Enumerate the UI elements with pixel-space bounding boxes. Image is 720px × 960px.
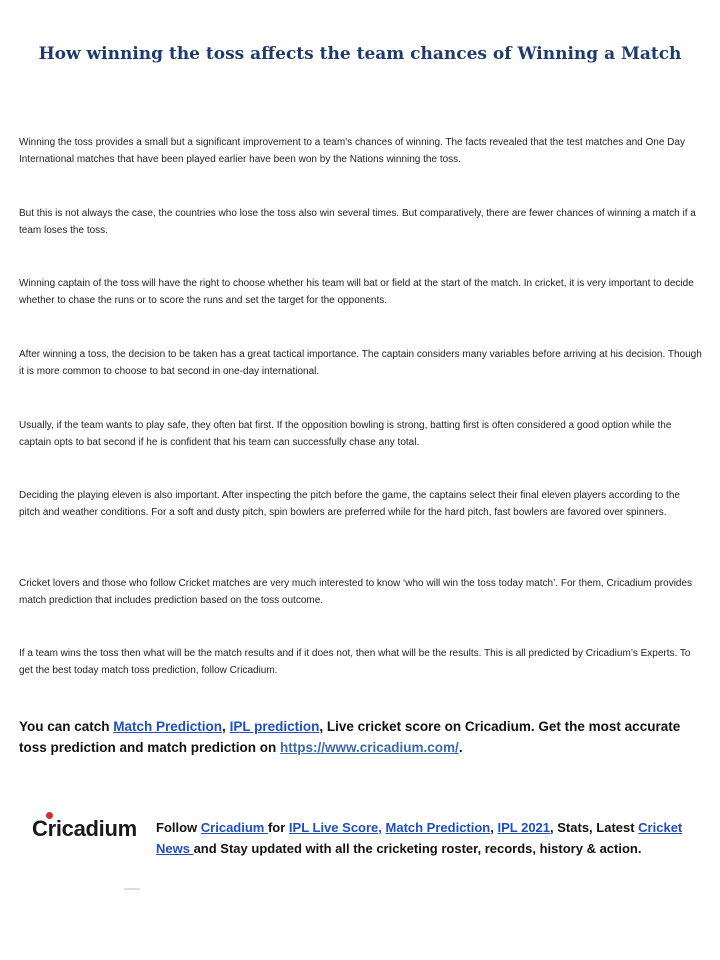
paragraph-7: Cricket lovers and those who follow Cricket matches are very much interested to know ‘who will win the toss today match’. For them, Cricadium provides match prediction that includes prediction based on the toss outcome. [19,578,693,606]
follow-text-2: for [267,820,289,835]
divider [124,888,140,890]
ipl-prediction-link[interactable]: IPL prediction [229,719,320,734]
paragraph-6: Deciding the playing eleven is also important. After inspecting the pitch before the game, the captains select their final eleven players according to the pitch and weather conditions. For a soft and dusty pitch, spin bowlers are preferred while for the hard pitch, fast bowlers are favored over spinners. [19,490,680,518]
follow-text-1: Follow [156,820,201,835]
page-title: How winning the toss affects the team chances of Winning a Match [38,44,682,64]
cricadium-logo [32,812,144,852]
follow-text-4: , [490,820,498,835]
paragraph-3: Winning captain of the toss will have the right to choose whether his team will bat or field at the start of the match. In cricket, it is very important to decide whether to chase the runs or to score the runs and set the target for the opponents. [19,278,694,306]
ipl-live-score-link[interactable]: IPL Live Score, [288,820,382,835]
logo-text: Cricadium [32,816,137,841]
paragraph-2: But this is not always the case, the countries who lose the toss also win several times. But comparatively, there are fewer chances of winning a match if a team loses the toss. [19,208,696,236]
paragraph-4: After winning a toss, the decision to be taken has a great tactical importance. The captain considers many variables before arriving at his decision. Though it is more common to choose to bat second in one-day international. [19,349,702,377]
cta-separator: , [222,719,230,734]
paragraph-5: Usually, if the team wants to play safe, they often bat first. If the opposition bowling is strong, batting first is often considered a good option while the captain opts to bat second if he is confident that his team can successfully chase any total. [19,420,672,448]
cta-end-text: . [458,740,463,755]
cta-middle-text: , Live cricket score on Cricadium. Get the most accurate toss prediction and match prediction on [19,719,681,755]
cricadium-link[interactable]: Cricadium [200,820,268,835]
follow-text-5: , Stats, Latest [550,820,639,835]
match-prediction-link[interactable]: Match Prediction [113,719,223,734]
cricket-news-link[interactable]: Cricket News [156,820,683,856]
call-to-action [19,716,709,758]
follow-banner [156,817,686,859]
follow-text-6: and Stay updated with all the cricketing roster, records, history & action. [193,841,642,856]
cta-lead-text: You can catch [19,719,114,734]
follow-match-prediction-link[interactable]: Match Prediction [385,820,491,835]
paragraph-8: If a team wins the toss then what will be the match results and if it does not, then what will be the results. This is all predicted by Cricadium’s Experts. To get the best today match toss prediction, follow Cricadium. [19,648,691,676]
paragraph-1: Winning the toss provides a small but a significant improvement to a team's chances of winning. The facts revealed that the test matches and One Day International matches that have been played earlier have been won by the Nations winning the toss. [19,137,685,165]
ipl-2021-link[interactable]: IPL 2021 [497,820,551,835]
cricadium-url-link[interactable]: https://www.cricadium.com/ [280,740,459,755]
